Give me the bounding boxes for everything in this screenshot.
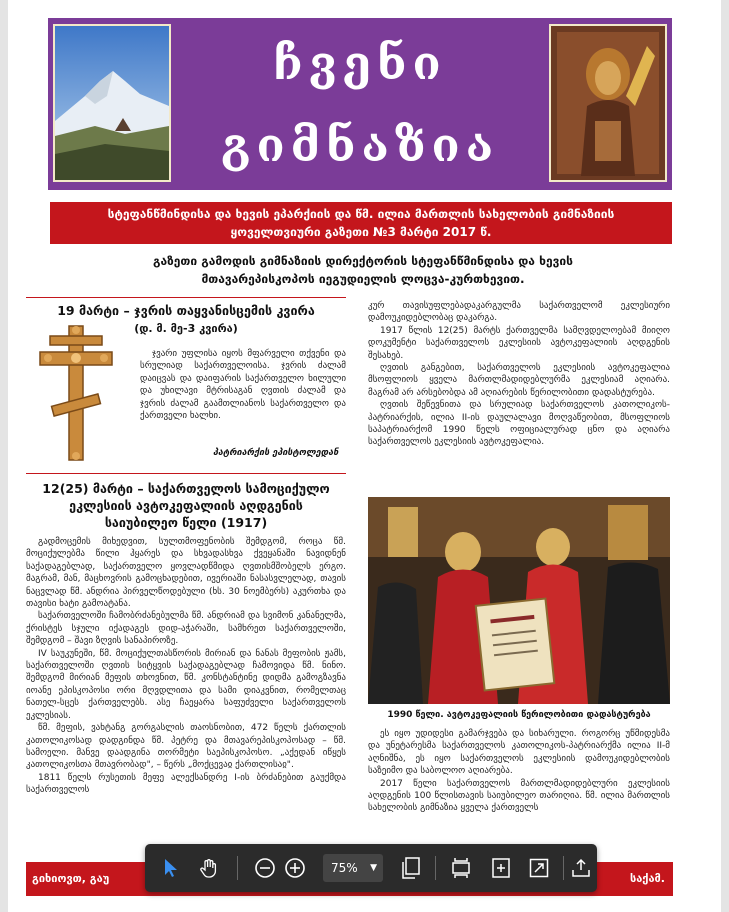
cursor-icon [162, 858, 180, 878]
article1-signature: პატრიარქის ეპისტოლედან [213, 448, 339, 458]
right-column-top [368, 300, 670, 449]
newspaper-page [8, 0, 721, 912]
fit-page-icon [451, 857, 471, 879]
masthead [48, 18, 672, 190]
cross-icon [26, 322, 126, 464]
subtitle-bar [50, 202, 672, 244]
right-paragraph: 1917 წლის 12(25) მარტს ქართველმა სამღვდელოებამ მიიღო დოკუმენტი საქართველოს ეკლესიის ავტოკეფალიის აღდგენის შესახებ. [368, 325, 670, 361]
article1-heading: 19 მარტი – ჯვრის თაყვანისცემის კვირა [57, 303, 315, 318]
select-tool-button[interactable] [159, 856, 183, 880]
zoom-out-button[interactable] [253, 856, 277, 880]
pages-icon [401, 857, 421, 879]
article2-paragraph: გადმოცემის მიხედვით, სულთმოფენობის შემდგომ, როცა წმ. მოციქულებმა წილი ჰყარეს და სხვადასხვა ქვეყანაში ნავიდნენ საქადაგებლად, საქართველო ყოვლადწმიდა ღვთისმშობელს ერგო. მაგრამ, მან, მაცხოვრის გამოცხადებით, ივერიაში ნასასვლელად, თავის ნაცვლად წმ. ანდრია პირველწოდებული (ხს. 30 ნოემბერს) აკურთხა და თავისი ხატი გამოატანა. [26, 537, 346, 610]
toolbar-separator [237, 856, 238, 880]
right-paragraph: ღვთის განგებით, საქართველოს ეკლესიის ავტოკეფალია მსოფლიოს ყველა მართლმადიდებლურმა ეკლესიამ აღიარა. მაგრამ არ არსებობდა ამ აღიარების წერილობითი დადასტურება. [368, 363, 670, 398]
article2-heading-line2: ეკლესიის ავტოკეფალიის აღდგენის [69, 498, 303, 513]
divider [26, 473, 346, 474]
subtitle-line1: სტეფანწმინდისა და ხევის ეპარქიის და წმ. ილია მართლის სახელობის გიმნაზიის [107, 207, 615, 221]
article2-body [26, 536, 346, 836]
fit-width-icon [491, 857, 511, 879]
download-button[interactable] [569, 856, 593, 880]
article2-paragraph: საქართველოში ჩამობრძანებულმა წმ. ანდრიამ და სვიმონ კანანელმა, ქრისტეს სჯული იქადაგეს დიდ-აჭარაში, სამხრეთ საქართველოში, შემდგომ – შავი ზღვის სანაპიროზე. [26, 611, 346, 647]
share-icon [571, 858, 591, 878]
fit-width-button[interactable] [489, 856, 513, 880]
footer-text-right: საქამ. [629, 872, 665, 885]
saint-icon-image [549, 24, 667, 182]
article2-paragraph: 1811 წელს რუსეთის მეფე ალექსანდრე I-ის ბრძანებით გაუქმდა საქართველოს [26, 772, 346, 796]
right-paragraph: 2017 წელი საქართველოს მართლმადიდებლური ეკლესიის აღდგენის 100 წლისთავის საიუბილეო თარიღია. წმ. ილია მართლის სახელობის გიმნაზია ყველა ქართველს [368, 778, 670, 814]
blessing-text [48, 252, 678, 288]
zoom-in-button[interactable] [283, 856, 307, 880]
expand-icon [529, 858, 549, 878]
article1-paragraph: ჯვარი უფლისა იყოს მფარველი თქვენი და სრულიად საქართველოისა. ჯვრის ძალამ დაიცვას და დაიფარის საქართველო ხილული და უხილავი მტრისაგან ღვთის ძალამ და ჯვრის ძალამ გაამთლიანოს საქართველო და ქართველი ხალხი. [140, 349, 346, 422]
zoom-value: 75% [331, 861, 358, 875]
article1-body [140, 348, 346, 422]
footer-text-left: გიხიოვთ, გაუ [32, 872, 110, 885]
blessing-line1: გაზეთი გამოდის გიმნაზიის დირექტორის სტეფანწმინდისა და ხევის [153, 254, 573, 268]
kazbegi-photo [53, 24, 171, 182]
article2-paragraph: წმ. მეფის, ვახტანგ გორგასლის თაოსნობით, 472 წელს ქართლის კათოლიკოსად დადგინდა წმ. პეტრე და მთავარეპისკოპოსად – წმ. სამოელი. მანვე დაადგინა თორმეტი საეპისკოპოსო. „აქედან იწყეს კათოლიკოსთა მთავრობად", – წერს „მოქცევაჲ ქართლისაჲ". [26, 723, 346, 771]
subtitle-line2: ყოველთვიური გაზეთი №3 მარტი 2017 წ. [230, 225, 492, 239]
toolbar-separator [435, 856, 436, 880]
right-paragraph: ღვთის შეწევნითა და სრულიად საქართველოს კათოლიკოს-პატრიარქის, ილია II-ის დაულალავი მოღვაწეობით, მსოფლიოს საპატრიარქომ 1990 წელს ოფიციალურად ცნო და აღიარა საქართველოს ეკლესიის ავტოკეფალია. [368, 400, 670, 448]
blessing-line2: მთავარეპისკოპოს იეგუდიელის ლოცვა-კურთხევით. [201, 272, 525, 286]
zoom-in-icon [284, 857, 306, 879]
divider [26, 297, 346, 298]
chevron-down-icon: ▼ [370, 863, 377, 873]
viewer-toolbar [145, 844, 597, 892]
masthead-title-line2: გიმნაზია [220, 118, 500, 172]
zoom-select[interactable] [323, 854, 383, 882]
fit-page-button[interactable] [449, 856, 473, 880]
photo-caption: 1990 წელი. ავტოკეფალიის წერილობითი დადასტურება [387, 710, 651, 720]
article2-heading-line3: საიუბილეო წელი (1917) [104, 515, 268, 530]
right-column-bottom [368, 728, 670, 838]
hand-tool-button[interactable] [197, 856, 221, 880]
zoom-out-icon [254, 857, 276, 879]
right-paragraph: კურ თავისუფლებადაკარგულმა საქართველომ ეკლესიური დამოუკიდებლობაც დაკარგა. [368, 301, 670, 324]
article2-heading-line1: 12(25) მარტი – საქართველოს სამოციქულო [42, 481, 330, 496]
article2-paragraph: IV საუკუნეში, წმ. მოციქულთასწორის მირიან და ნანას მეფობის ჟამს, საქართველოში ღვთის სიტყვის საქადაგებლად ჩამოვიდა წმ. ნინო. შემდგომ მირიან მეფის თხოვნით, წმ. კონსტანტინე დიდმა გამოგზავნა იოანე ეპისკოპოსი ორი მღვდლითა და სამი დიაკვნით, რომელთაც ნათელ-სცეს ქართველებს. ასე ჩაეყარა საფუძველი საქართველოს ეკლესიას. [26, 648, 346, 721]
article1-subheading: (დ. მ. მე-3 კვირა) [134, 322, 238, 335]
ceremony-photo [368, 497, 670, 704]
page-view-button[interactable] [399, 856, 423, 880]
fullscreen-button[interactable] [527, 856, 551, 880]
right-paragraph: ეს იყო უდიდესი გამარჯვება და სიხარული. როგორც უწმიდესმა და უნეტარესმა საქართველოს კათოლიკოს-პატრიარქმა ილია II-მ აღნიშნა, ეს იყო საქართველოს ეკლესიის დამოუკიდებლობის საზეიმო და საბოლოო აღიარება. [368, 729, 670, 777]
masthead-title-line1: ჩვენი [273, 36, 447, 90]
toolbar-separator [563, 856, 564, 880]
hand-icon [199, 858, 219, 878]
